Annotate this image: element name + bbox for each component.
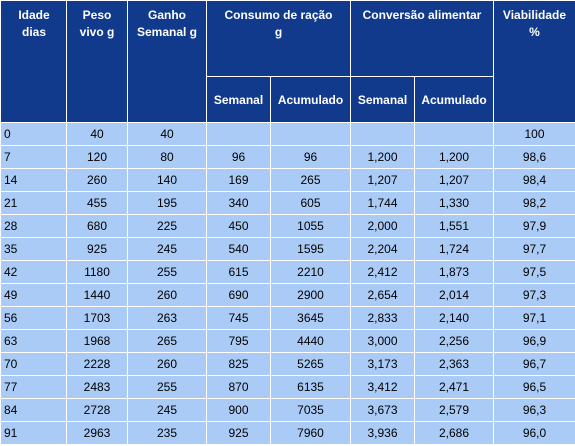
cell-consumo-semanal: 450 xyxy=(207,215,271,238)
cell-peso: 260 xyxy=(67,169,128,192)
cell-ganho: 245 xyxy=(128,399,207,422)
header-consumo-acumulado: Acumulado xyxy=(271,77,351,123)
cell-idade: 28 xyxy=(1,215,67,238)
cell-conversao-acumulado: 2,014 xyxy=(415,284,494,307)
cell-conversao-acumulado: 2,686 xyxy=(415,422,494,445)
cell-idade: 49 xyxy=(1,284,67,307)
cell-conversao-semanal: 3,000 xyxy=(351,330,415,353)
cell-consumo-semanal: 745 xyxy=(207,307,271,330)
table-row xyxy=(1,399,575,422)
cell-ganho: 235 xyxy=(128,422,207,445)
cell-ganho: 260 xyxy=(128,284,207,307)
header-conversao: Conversão alimentar xyxy=(351,1,494,77)
table-row xyxy=(1,284,575,307)
table-row xyxy=(1,422,575,445)
cell-conversao-semanal: 2,000 xyxy=(351,215,415,238)
cell-peso: 1180 xyxy=(67,261,128,284)
table-row xyxy=(1,169,575,192)
header-conversao-semanal: Semanal xyxy=(351,77,415,123)
cell-conversao-acumulado: 1,200 xyxy=(415,146,494,169)
cell-consumo-semanal: 900 xyxy=(207,399,271,422)
cell-consumo-semanal: 340 xyxy=(207,192,271,215)
cell-consumo-acumulado: 7035 xyxy=(271,399,351,422)
cell-conversao-semanal: 2,654 xyxy=(351,284,415,307)
cell-consumo-acumulado: 5265 xyxy=(271,353,351,376)
cell-ganho: 40 xyxy=(128,123,207,146)
cell-conversao-semanal: 2,204 xyxy=(351,238,415,261)
table-row xyxy=(1,307,575,330)
table-row xyxy=(1,261,575,284)
cell-viabilidade: 96,5 xyxy=(494,376,575,399)
cell-consumo-acumulado: 265 xyxy=(271,169,351,192)
cell-consumo-acumulado: 6135 xyxy=(271,376,351,399)
header-row-main xyxy=(1,1,575,77)
cell-consumo-semanal: 540 xyxy=(207,238,271,261)
cell-idade: 42 xyxy=(1,261,67,284)
cell-peso: 40 xyxy=(67,123,128,146)
cell-ganho: 263 xyxy=(128,307,207,330)
cell-conversao-semanal: 3,412 xyxy=(351,376,415,399)
cell-viabilidade: 96,3 xyxy=(494,399,575,422)
cell-idade: 70 xyxy=(1,353,67,376)
cell-idade: 63 xyxy=(1,330,67,353)
cell-conversao-semanal: 2,833 xyxy=(351,307,415,330)
cell-peso: 680 xyxy=(67,215,128,238)
cell-consumo-semanal: 615 xyxy=(207,261,271,284)
cell-ganho: 245 xyxy=(128,238,207,261)
cell-consumo-acumulado: 2900 xyxy=(271,284,351,307)
cell-conversao-acumulado: 2,579 xyxy=(415,399,494,422)
cell-consumo-acumulado: 96 xyxy=(271,146,351,169)
cell-consumo-acumulado xyxy=(271,123,351,146)
table-row xyxy=(1,376,575,399)
cell-consumo-semanal: 870 xyxy=(207,376,271,399)
table-row xyxy=(1,330,575,353)
header-consumo-semanal: Semanal xyxy=(207,77,271,123)
cell-peso: 2728 xyxy=(67,399,128,422)
cell-conversao-semanal: 1,207 xyxy=(351,169,415,192)
header-ganho: Ganho Semanal g xyxy=(128,1,207,123)
cell-consumo-semanal: 925 xyxy=(207,422,271,445)
table-row xyxy=(1,192,575,215)
cell-consumo-semanal xyxy=(207,123,271,146)
cell-conversao-acumulado: 2,140 xyxy=(415,307,494,330)
cell-peso: 925 xyxy=(67,238,128,261)
cell-idade: 56 xyxy=(1,307,67,330)
cell-peso: 2228 xyxy=(67,353,128,376)
cell-idade: 21 xyxy=(1,192,67,215)
cell-peso: 1968 xyxy=(67,330,128,353)
cell-peso: 1703 xyxy=(67,307,128,330)
cell-conversao-acumulado: 1,873 xyxy=(415,261,494,284)
cell-conversao-acumulado: 2,363 xyxy=(415,353,494,376)
cell-consumo-acumulado: 605 xyxy=(271,192,351,215)
cell-consumo-semanal: 169 xyxy=(207,169,271,192)
cell-consumo-acumulado: 3645 xyxy=(271,307,351,330)
cell-peso: 2963 xyxy=(67,422,128,445)
cell-viabilidade: 98,6 xyxy=(494,146,575,169)
table-header xyxy=(1,1,575,123)
cell-viabilidade: 97,7 xyxy=(494,238,575,261)
cell-conversao-semanal: 2,412 xyxy=(351,261,415,284)
table-row xyxy=(1,353,575,376)
table-row xyxy=(1,146,575,169)
cell-consumo-acumulado: 7960 xyxy=(271,422,351,445)
cell-consumo-semanal: 96 xyxy=(207,146,271,169)
cell-conversao-acumulado: 2,256 xyxy=(415,330,494,353)
cell-viabilidade: 98,2 xyxy=(494,192,575,215)
cell-consumo-semanal: 825 xyxy=(207,353,271,376)
cell-ganho: 255 xyxy=(128,261,207,284)
cell-idade: 7 xyxy=(1,146,67,169)
cell-viabilidade: 97,3 xyxy=(494,284,575,307)
cell-viabilidade: 96,9 xyxy=(494,330,575,353)
cell-conversao-semanal: 1,744 xyxy=(351,192,415,215)
cell-viabilidade: 97,1 xyxy=(494,307,575,330)
cell-idade: 35 xyxy=(1,238,67,261)
cell-viabilidade: 97,9 xyxy=(494,215,575,238)
cell-conversao-semanal xyxy=(351,123,415,146)
cell-conversao-acumulado xyxy=(415,123,494,146)
cell-peso: 2483 xyxy=(67,376,128,399)
cell-ganho: 80 xyxy=(128,146,207,169)
cell-ganho: 265 xyxy=(128,330,207,353)
cell-viabilidade: 96,0 xyxy=(494,422,575,445)
cell-peso: 120 xyxy=(67,146,128,169)
header-viabilidade: Viabilidade % xyxy=(494,1,575,123)
header-peso: Peso vivo g xyxy=(67,1,128,123)
header-conversao-acumulado: Acumulado xyxy=(415,77,494,123)
cell-idade: 91 xyxy=(1,422,67,445)
cell-peso: 1440 xyxy=(67,284,128,307)
cell-consumo-acumulado: 1055 xyxy=(271,215,351,238)
cell-conversao-semanal: 3,673 xyxy=(351,399,415,422)
cell-conversao-acumulado: 1,551 xyxy=(415,215,494,238)
cell-consumo-acumulado: 2210 xyxy=(271,261,351,284)
cell-consumo-acumulado: 4440 xyxy=(271,330,351,353)
cell-conversao-semanal: 3,936 xyxy=(351,422,415,445)
cell-viabilidade: 97,5 xyxy=(494,261,575,284)
cell-peso: 455 xyxy=(67,192,128,215)
table-row xyxy=(1,123,575,146)
cell-consumo-semanal: 690 xyxy=(207,284,271,307)
header-idade: Idade dias xyxy=(1,1,67,123)
cell-idade: 0 xyxy=(1,123,67,146)
cell-conversao-acumulado: 1,330 xyxy=(415,192,494,215)
cell-ganho: 225 xyxy=(128,215,207,238)
header-consumo: Consumo de ração g xyxy=(207,1,351,77)
cell-conversao-acumulado: 2,471 xyxy=(415,376,494,399)
cell-conversao-semanal: 1,200 xyxy=(351,146,415,169)
cell-conversao-acumulado: 1,724 xyxy=(415,238,494,261)
table-row xyxy=(1,238,575,261)
cell-conversao-semanal: 3,173 xyxy=(351,353,415,376)
cell-idade: 84 xyxy=(1,399,67,422)
cell-idade: 14 xyxy=(1,169,67,192)
cell-ganho: 260 xyxy=(128,353,207,376)
cell-ganho: 140 xyxy=(128,169,207,192)
cell-ganho: 195 xyxy=(128,192,207,215)
cell-ganho: 255 xyxy=(128,376,207,399)
cell-viabilidade: 98,4 xyxy=(494,169,575,192)
table-body xyxy=(1,123,575,445)
cell-consumo-acumulado: 1595 xyxy=(271,238,351,261)
table-row xyxy=(1,215,575,238)
cell-viabilidade: 96,7 xyxy=(494,353,575,376)
cell-conversao-acumulado: 1,207 xyxy=(415,169,494,192)
cell-idade: 77 xyxy=(1,376,67,399)
cell-viabilidade: 100 xyxy=(494,123,575,146)
cell-consumo-semanal: 795 xyxy=(207,330,271,353)
